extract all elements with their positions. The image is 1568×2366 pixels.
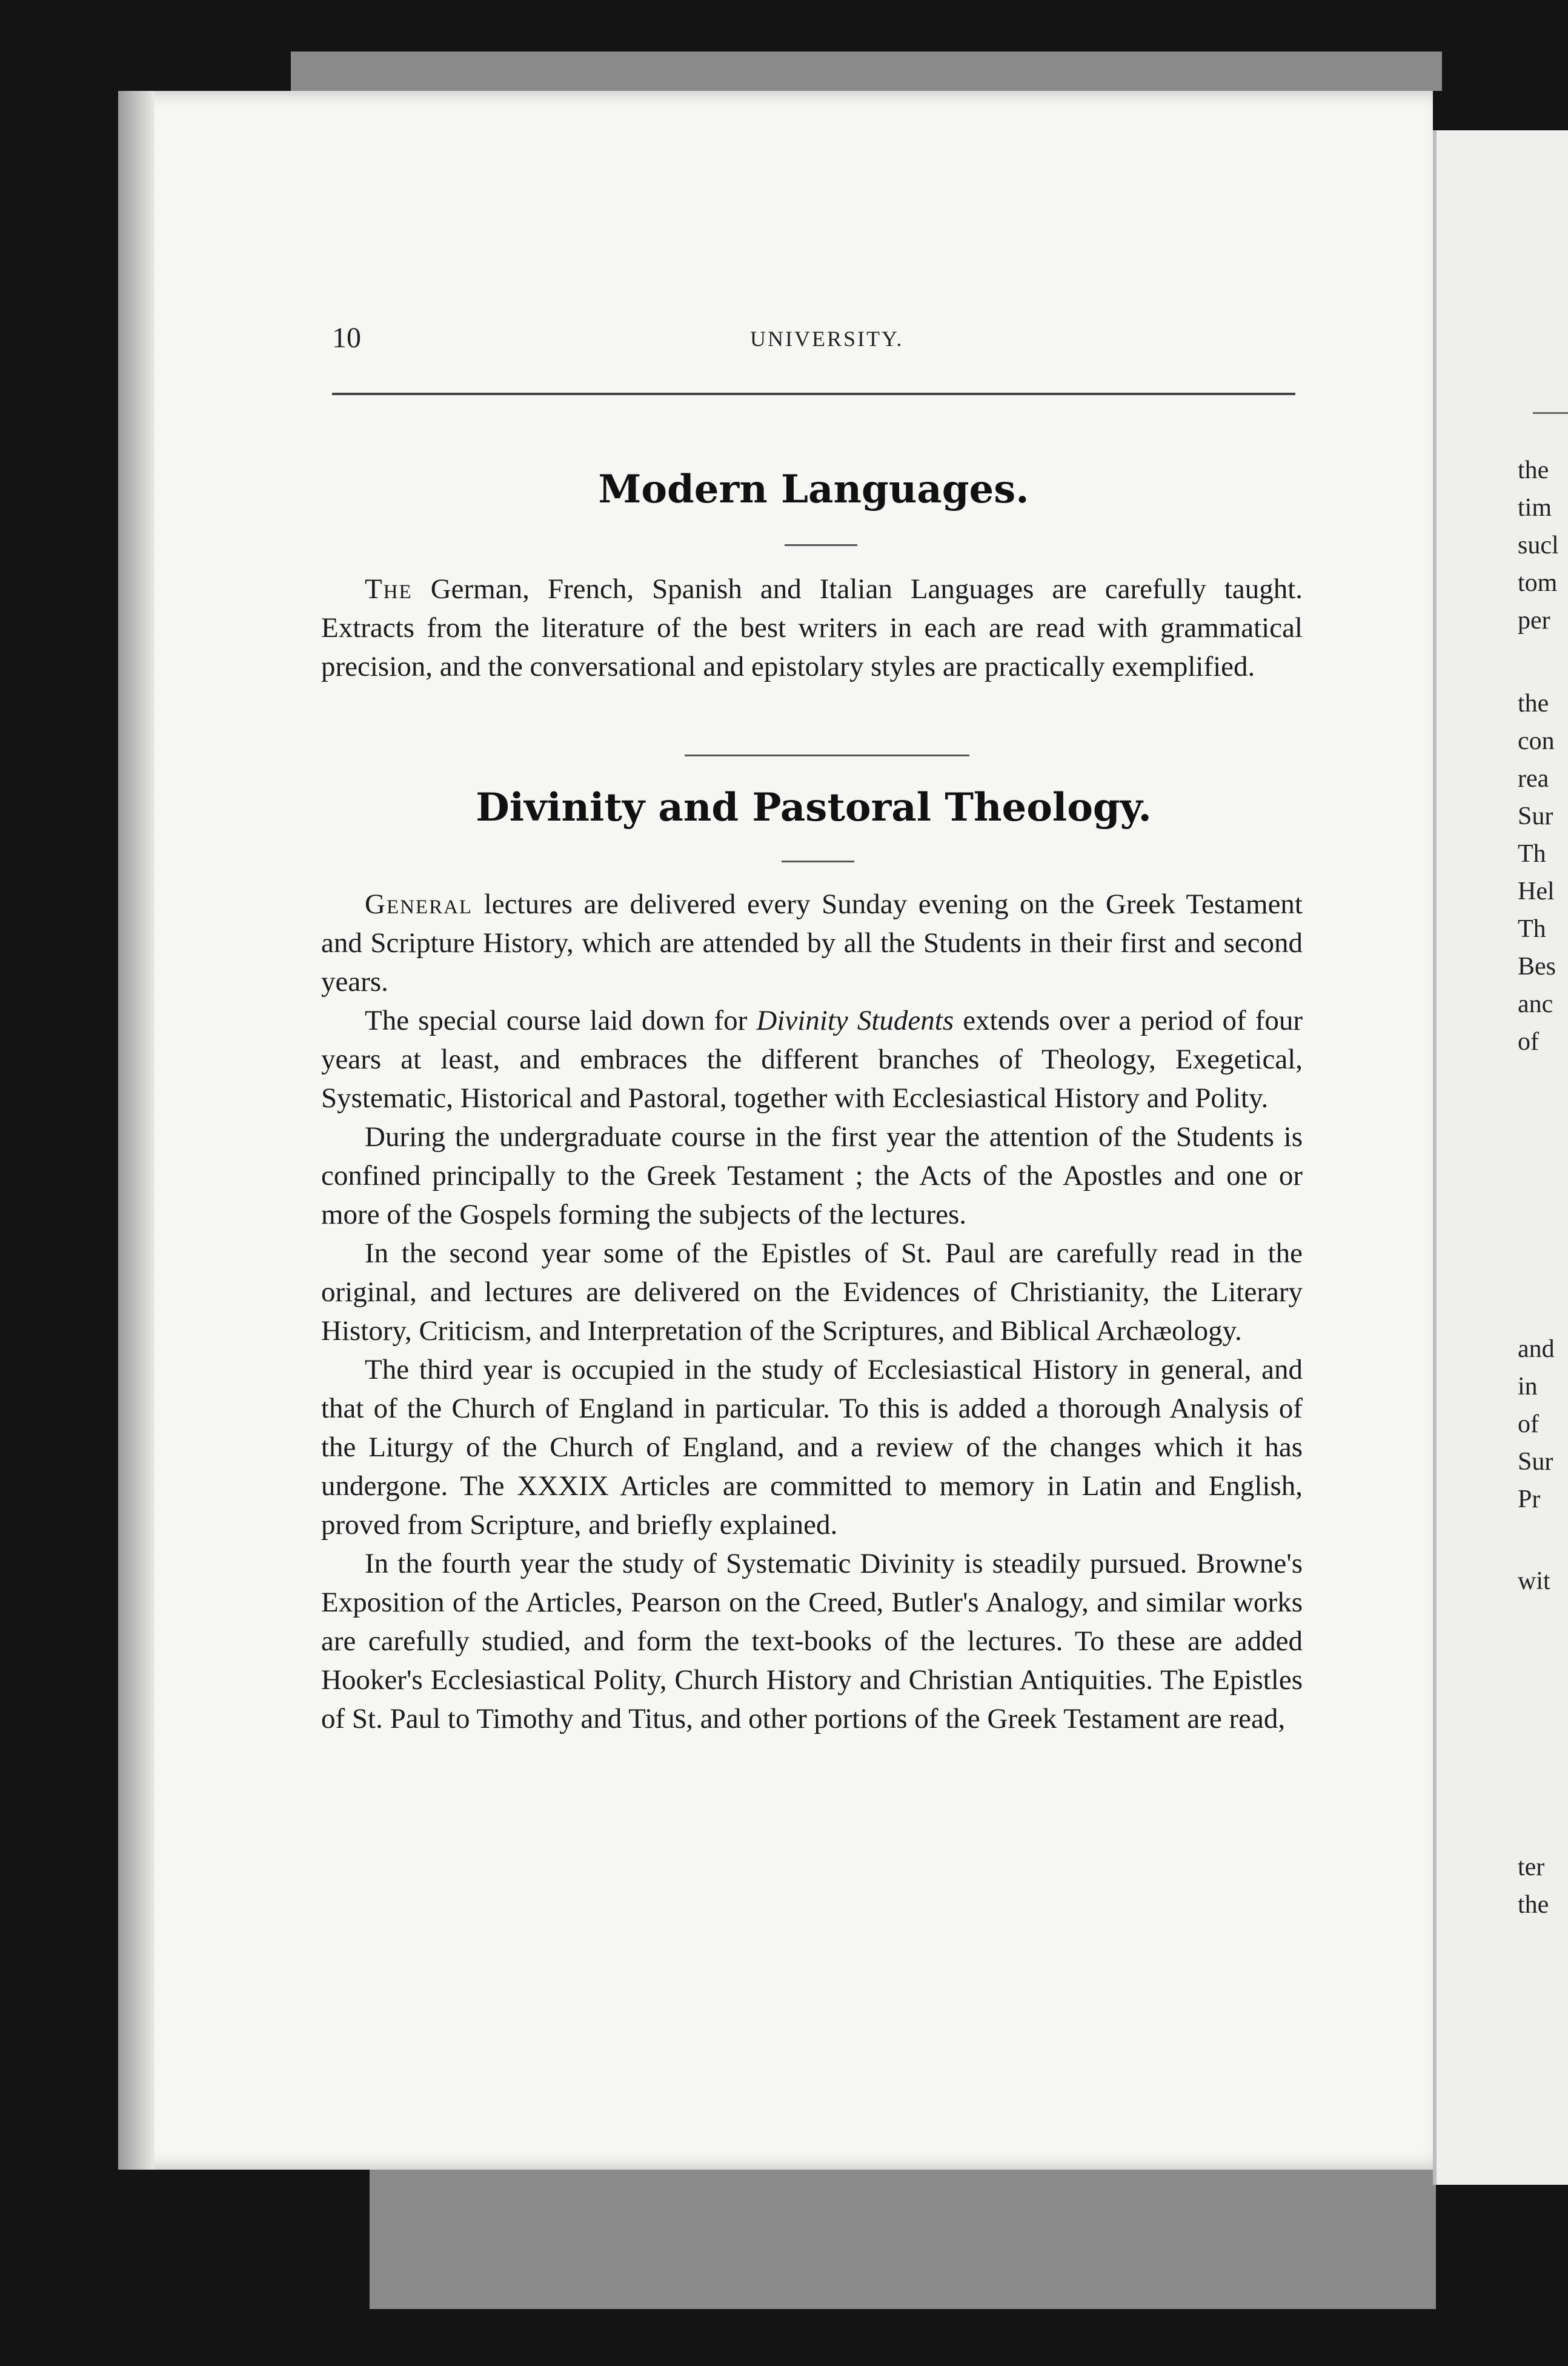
- fragment: wit: [1518, 1567, 1550, 1595]
- scan-background-top: [291, 52, 1442, 91]
- paragraph-text: lectures are delivered every Sunday evening on the Greek Testament and Scripture History, which are attended by all the Students in their first and second years.: [321, 888, 1303, 998]
- fragment: Th: [1518, 915, 1546, 943]
- fragment: and: [1518, 1335, 1555, 1363]
- fragment: Sur: [1518, 1448, 1553, 1476]
- fragment: in: [1518, 1373, 1538, 1401]
- fragment: tim: [1518, 494, 1552, 522]
- title-underline: [785, 544, 857, 546]
- paragraph: In the fourth year the study of Systematic Divinity is steadily pursued. Browne's Exposition of the Articles, Pearson on the Creed, Butler's Analogy, and similar works are carefully studied, and form the text-books of the lectures. To these are added Hooker's Ecclesiastical Polity, Church History and Christian Antiquities. The Epistles of St. Paul to Timothy and Titus, and other portions of the Greek Testament are read,: [321, 1548, 1303, 1735]
- title-underline: [782, 861, 854, 862]
- fragment: Th: [1518, 840, 1546, 868]
- fragment: Hel: [1518, 878, 1555, 905]
- facing-page-fragments-4: [1518, 1562, 1568, 1600]
- fragment: rea: [1518, 765, 1549, 793]
- paragraph: During the undergraduate course in the first year the attention of the Students is confined principally to the Greek Testament ; the Acts of the Apostles and one or more of the Gospels forming the subjects of the lectures.: [321, 1121, 1303, 1230]
- paragraph-text: extends over a period of four years at least, and embraces the different branches of Theology, Exegetical, Systematic, Historical and Pastoral, together with Ecclesiastical History and Polity.: [321, 1005, 1303, 1114]
- fragment: ter: [1518, 1853, 1545, 1881]
- page-number: 10: [332, 322, 361, 354]
- page-header: [332, 315, 1295, 364]
- fragment: of: [1518, 1028, 1539, 1056]
- facing-page-fragments-2: [1518, 685, 1568, 1061]
- section-title-divinity: Divinity and Pastoral Theology.: [476, 785, 1152, 830]
- header-rule: [332, 393, 1295, 395]
- facing-page-fragments-1: [1518, 452, 1568, 639]
- fragment: of: [1518, 1410, 1539, 1438]
- section-body-modern-languages: [321, 570, 1303, 686]
- fragment: Bes: [1518, 953, 1556, 981]
- fragment: Sur: [1518, 802, 1553, 830]
- fragment: the: [1518, 1891, 1549, 1919]
- facing-page-fragments-5: [1518, 1848, 1568, 1924]
- fragment: anc: [1518, 990, 1553, 1018]
- facing-page-rule: [1533, 412, 1568, 414]
- paragraph-text: The special course laid down for: [365, 1005, 748, 1036]
- paragraph: [321, 885, 1303, 1001]
- scan-background-bottom: [370, 2170, 1436, 2309]
- emphasis-text: Divinity Students: [756, 1005, 954, 1036]
- section-divider: [685, 755, 969, 756]
- page-binding-edge: [118, 91, 154, 2170]
- section-title-modern-languages: Modern Languages.: [598, 467, 1029, 512]
- fragment: the: [1518, 456, 1549, 484]
- running-head: UNIVERSITY.: [750, 327, 904, 351]
- fragment: sucl: [1518, 532, 1559, 559]
- fragment: tom: [1518, 569, 1558, 597]
- section-body-divinity: [321, 885, 1303, 1738]
- paragraph: [321, 1001, 1303, 1118]
- paragraph: In the second year some of the Epistles of St. Paul are carefully read in the original, and lectures are delivered on the Evidences of Christianity, the Literary History, Criticism, and Interpretation of the Scriptures, and Biblical Archæology.: [321, 1238, 1303, 1347]
- fragment: per: [1518, 607, 1550, 635]
- fragment: the: [1518, 690, 1549, 718]
- paragraph-lead: The: [365, 573, 413, 605]
- fragment: con: [1518, 727, 1555, 755]
- paragraph-lead: General: [365, 888, 473, 920]
- facing-page-fragments-3: [1518, 1330, 1568, 1518]
- paragraph: [321, 570, 1303, 686]
- paragraph: The third year is occupied in the study of Ecclesiastical History in general, and that of the Church of England in particular. To this is added a thorough Analysis of the Liturgy of the Church of England, and a review of the changes which it has undergone. The XXXIX Articles are committed to memory in Latin and English, proved from Scripture, and briefly explained.: [321, 1354, 1303, 1541]
- paragraph-text: German, French, Spanish and Italian Languages are carefully taught. Extracts from the literature of the best writers in each are read with grammatical precision, and the conversational and epistolary styles are practically exemplified.: [321, 573, 1303, 682]
- fragment: Pr: [1518, 1485, 1541, 1513]
